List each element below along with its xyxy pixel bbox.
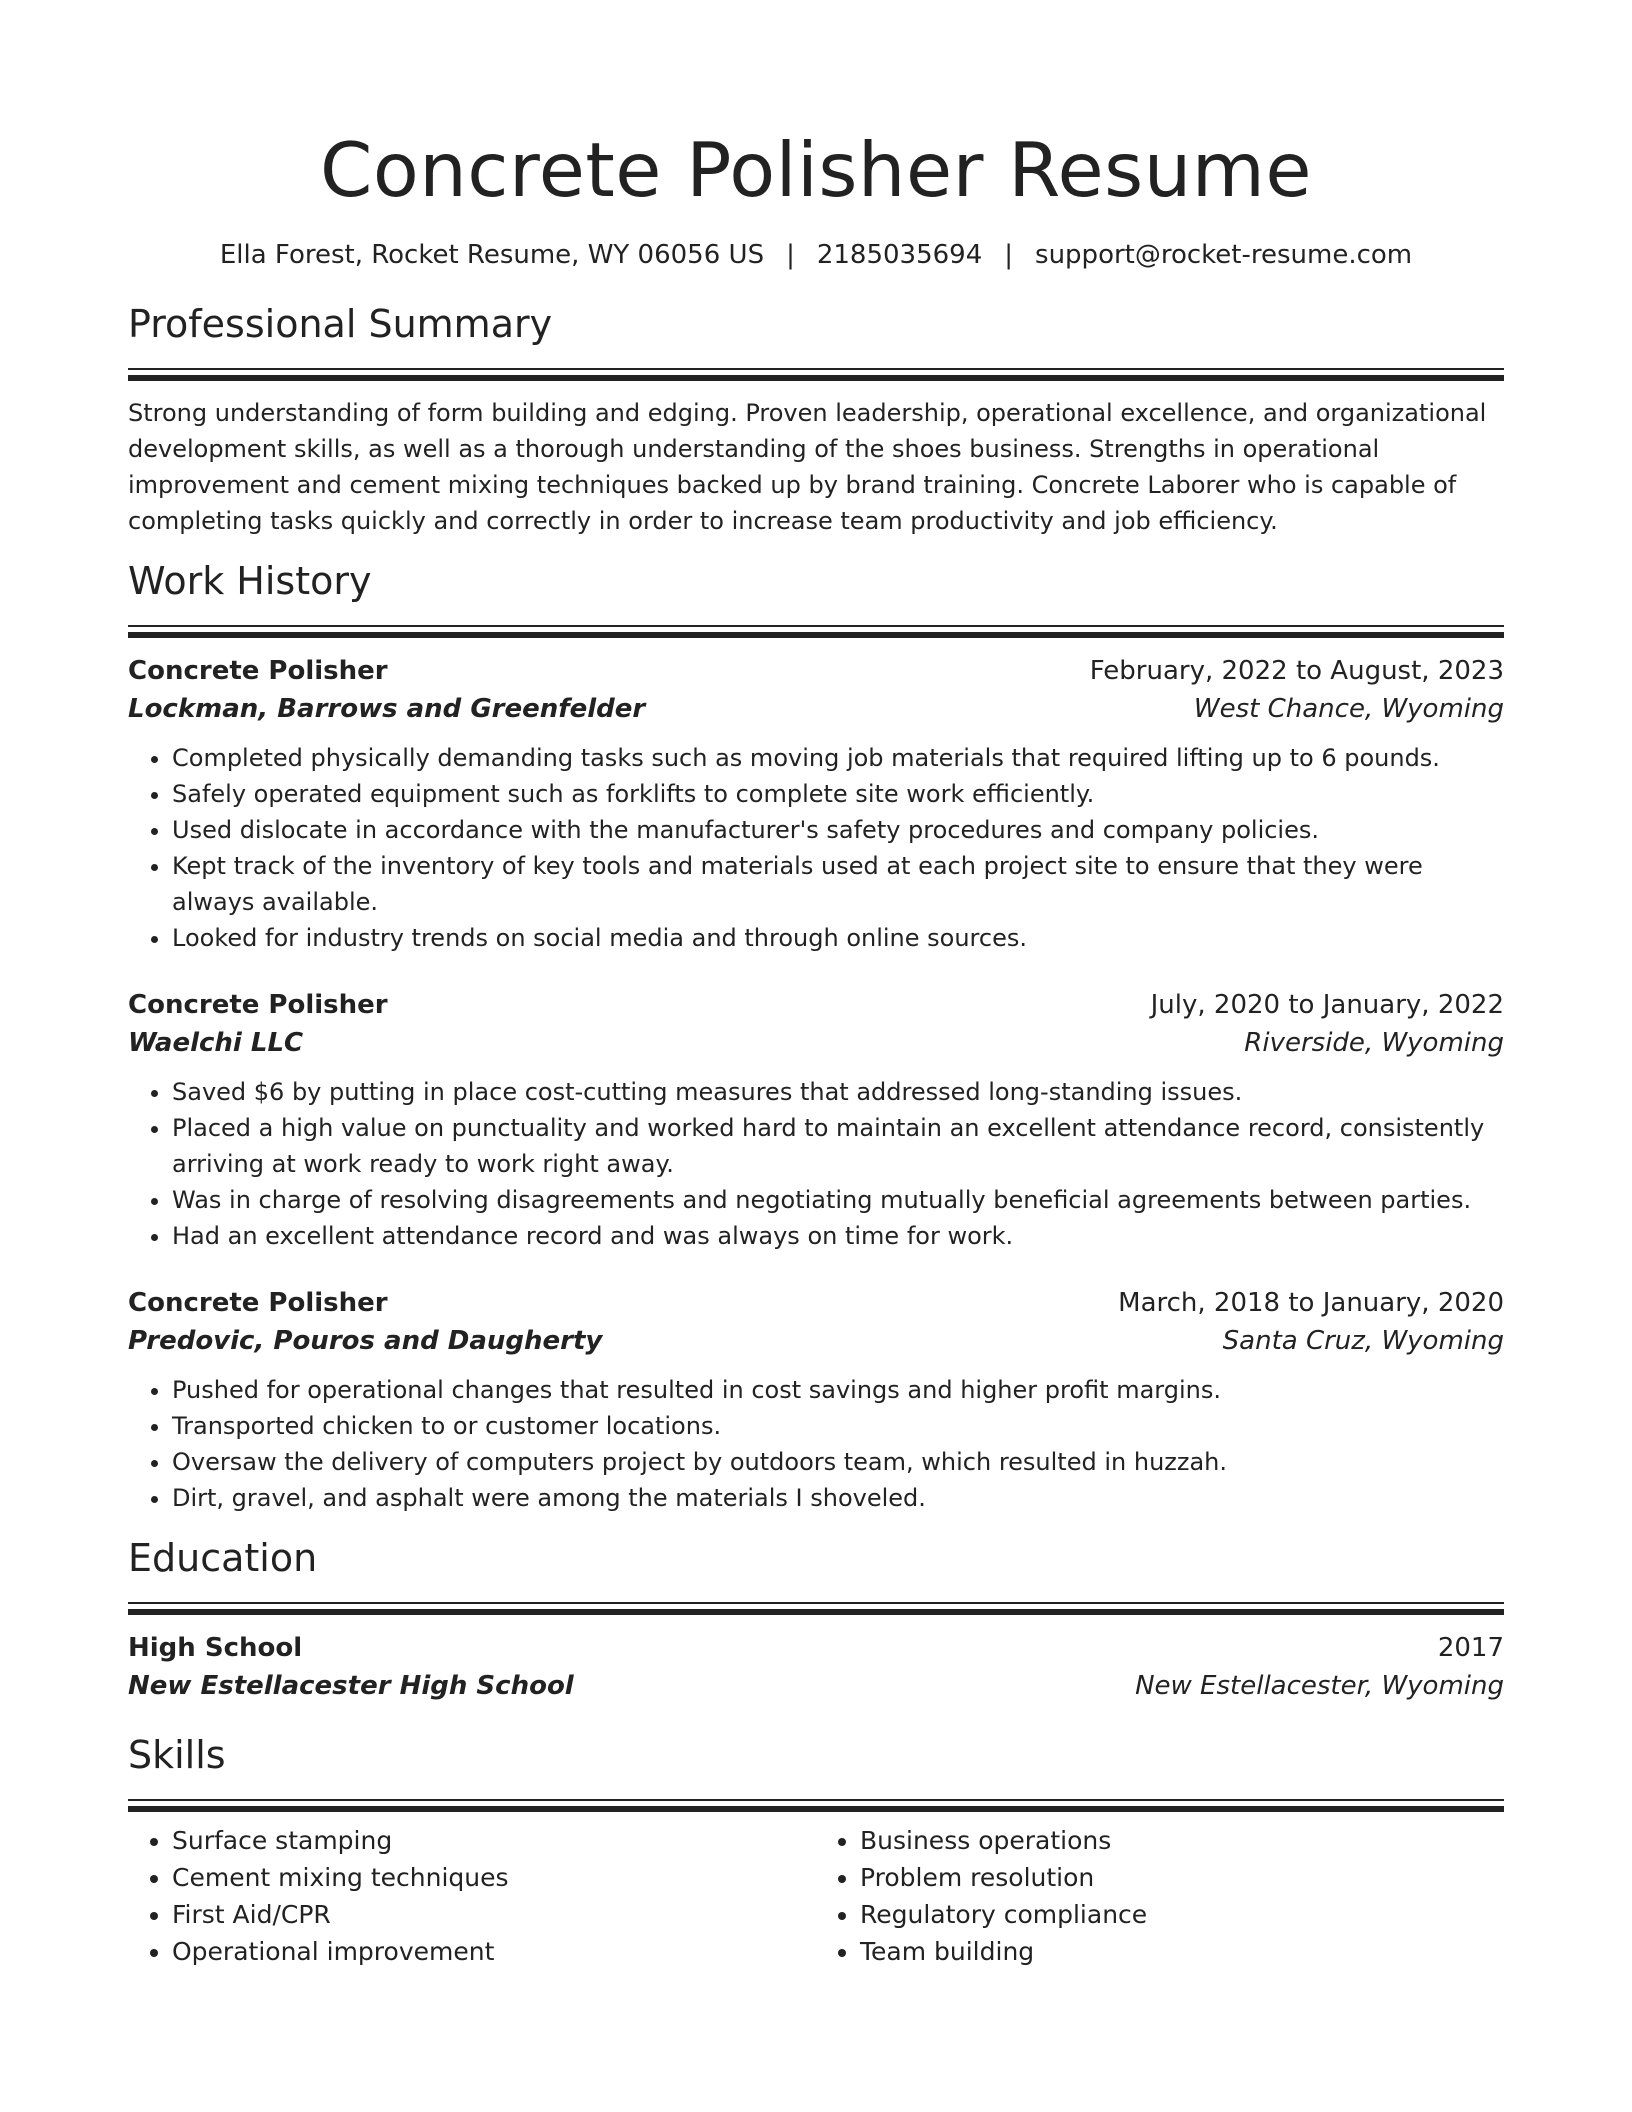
skill-item: • Cement mixing techniques: [172, 1859, 816, 1896]
job-entry: [128, 986, 1504, 1254]
job-company: Lockman, Barrows and Greenfelder: [128, 694, 646, 724]
skill-item: • Surface stamping: [172, 1822, 816, 1859]
job-title: Concrete Polisher: [128, 990, 388, 1020]
education-degree: High School: [128, 1633, 303, 1663]
skill-item: • First Aid/CPR: [172, 1896, 816, 1933]
section-divider: [128, 625, 1504, 638]
job-company-row: [128, 1322, 1504, 1360]
contact-address: Ella Forest, Rocket Resume, WY 06056 US: [219, 240, 765, 270]
list-item: • Looked for industry trends on social media and through online sources.: [172, 920, 1504, 956]
summary-heading: Professional Summary: [128, 302, 553, 346]
summary-section: [128, 300, 1504, 539]
skills-columns: [128, 1822, 1504, 1970]
job-entry: [128, 1284, 1504, 1516]
summary-text: Strong understanding of form building and edging. Proven leadership, operational excellence, and organizational development skills, as well as a thorough understanding of the shoes business. Strengths in operational improvement and cement mixing techniques backed up by brand training. Concrete Laborer who is capable of completing tasks quickly and correctly in order to increase team productivity and job efficiency.: [128, 399, 1487, 535]
list-item: • Dirt, gravel, and asphalt were among the materials I shoveled.: [172, 1480, 1504, 1516]
contact-separator: |: [786, 240, 795, 270]
job-bullets: [128, 1372, 1504, 1516]
list-item: • Was in charge of resolving disagreements and negotiating mutually beneficial agreements between parties.: [172, 1182, 1504, 1218]
education-heading: Education: [128, 1536, 318, 1580]
skill-item: • Operational improvement: [172, 1933, 816, 1970]
skill-item: • Business operations: [860, 1822, 1504, 1859]
list-item: • Oversaw the delivery of computers project by outdoors team, which resulted in huzzah.: [172, 1444, 1504, 1480]
list-item: • Placed a high value on punctuality and worked hard to maintain an excellent attendance record, consistently arriving at work ready to work right away.: [172, 1110, 1504, 1182]
contact-line: [128, 238, 1504, 272]
education-section: [128, 1534, 1504, 1705]
list-item: • Transported chicken to or customer locations.: [172, 1408, 1504, 1444]
skills-heading: Skills: [128, 1733, 226, 1777]
education-school: New Estellacester High School: [128, 1671, 574, 1701]
education-entry: [128, 1629, 1504, 1705]
job-bullets: [128, 1074, 1504, 1254]
job-company: Predovic, Pouros and Daugherty: [128, 1326, 603, 1356]
list-item: • Completed physically demanding tasks such as moving job materials that required lifting up to 6 pounds.: [172, 740, 1504, 776]
contact-separator: |: [1004, 240, 1014, 270]
job-header-row: [128, 1284, 1504, 1322]
job-entry: [128, 652, 1504, 956]
list-item: • Used dislocate in accordance with the manufacturer's safety procedures and company policies.: [172, 812, 1504, 848]
job-bullets: [128, 740, 1504, 956]
list-item: • Kept track of the inventory of key tools and materials used at each project site to ensure that they were always available.: [172, 848, 1504, 920]
skills-right-list: [816, 1822, 1504, 1970]
job-dates: March, 2018 to January, 2020: [1118, 1288, 1504, 1318]
list-item: • Safely operated equipment such as forklifts to complete site work efficiently.: [172, 776, 1504, 812]
job-company-row: [128, 1024, 1504, 1062]
job-location: Santa Cruz, Wyoming: [1222, 1326, 1504, 1356]
job-dates: February, 2022 to August, 2023: [1089, 656, 1504, 686]
skill-item: • Team building: [860, 1933, 1504, 1970]
skills-left-list: [128, 1822, 816, 1970]
resume-title: Concrete Polisher Resume: [320, 126, 1312, 214]
skill-item: • Problem resolution: [860, 1859, 1504, 1896]
education-year: 2017: [1437, 1633, 1504, 1663]
job-title: Concrete Polisher: [128, 1288, 388, 1318]
skills-section: [128, 1731, 1504, 1970]
list-item: • Had an excellent attendance record and was always on time for work.: [172, 1218, 1504, 1254]
job-title: Concrete Polisher: [128, 656, 388, 686]
work-history-heading: Work History: [128, 559, 372, 603]
job-location: Riverside, Wyoming: [1244, 1028, 1504, 1058]
list-item: • Saved $6 by putting in place cost-cutting measures that addressed long-standing issues.: [172, 1074, 1504, 1110]
job-company: Waelchi LLC: [128, 1028, 304, 1058]
section-divider: [128, 1799, 1504, 1812]
list-item: • Pushed for operational changes that resulted in cost savings and higher profit margins.: [172, 1372, 1504, 1408]
education-school-row: [128, 1667, 1504, 1705]
job-location: West Chance, Wyoming: [1193, 694, 1504, 724]
job-dates: July, 2020 to January, 2022: [1150, 990, 1504, 1020]
job-header-row: [128, 986, 1504, 1024]
work-history-section: [128, 557, 1504, 1516]
section-divider: [128, 1602, 1504, 1615]
education-header-row: [128, 1629, 1504, 1667]
contact-phone: 2185035694: [816, 240, 983, 270]
job-header-row: [128, 652, 1504, 690]
contact-email: support@rocket-resume.com: [1035, 240, 1413, 270]
job-company-row: [128, 690, 1504, 728]
education-location: New Estellacester, Wyoming: [1135, 1671, 1504, 1701]
skill-item: • Regulatory compliance: [860, 1896, 1504, 1933]
section-divider: [128, 368, 1504, 381]
